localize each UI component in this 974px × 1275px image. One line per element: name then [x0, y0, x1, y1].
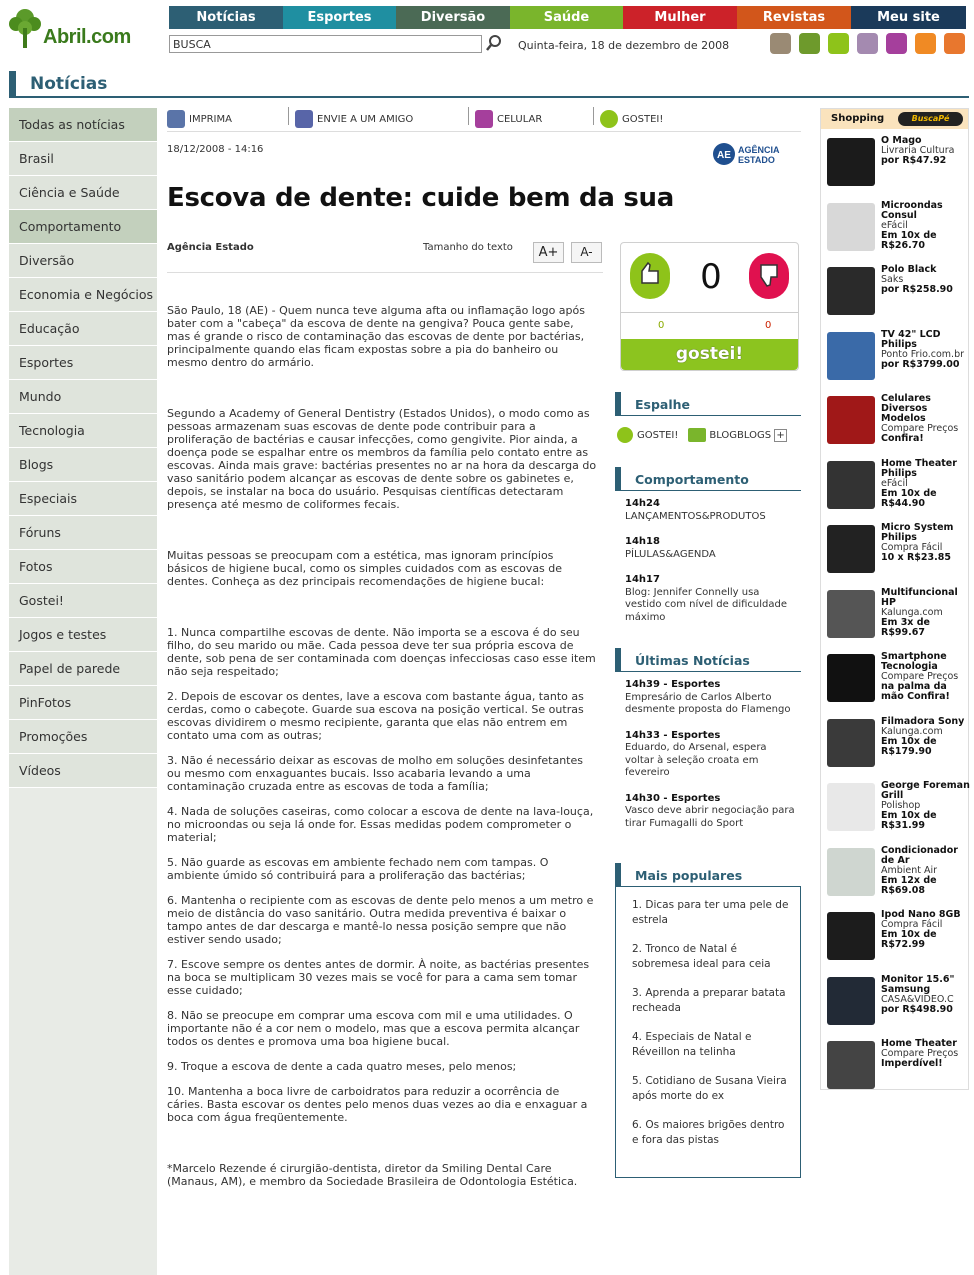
- product-price: Imperdível!: [881, 1058, 943, 1069]
- product-info: [881, 717, 971, 757]
- expand-button[interactable]: +: [774, 429, 787, 442]
- product-store: Compare Preços: [881, 671, 959, 682]
- product-price: Em 10x de R$72.99: [881, 929, 937, 950]
- product-info: [881, 781, 971, 831]
- printer-icon: [167, 110, 185, 128]
- print-button[interactable]: [167, 107, 282, 131]
- product-image[interactable]: [827, 203, 875, 251]
- product-price: por R$258.90: [881, 284, 953, 295]
- vote-total: 0: [700, 257, 722, 297]
- buscape-logo[interactable]: BuscaPé: [898, 112, 963, 126]
- text-size-label: Tamanho do texto: [423, 242, 513, 253]
- article-datetime: 18/12/2008 - 14:16: [167, 144, 264, 155]
- article-byline: Agência Estado: [167, 242, 254, 253]
- section-title: Notícias: [30, 74, 108, 94]
- news-headline[interactable]: Eduardo, do Arsenal, espera voltar à seleção croata em fevereiro: [625, 742, 767, 778]
- print-label: IMPRIMA: [189, 113, 232, 125]
- vote-widget: [620, 242, 799, 371]
- chat-icon[interactable]: [857, 33, 878, 54]
- gostei-icon[interactable]: [828, 33, 849, 54]
- product-image[interactable]: [827, 1041, 875, 1089]
- news-item[interactable]: [625, 730, 795, 780]
- topnav-esportes[interactable]: Esportes: [283, 6, 396, 29]
- article-paragraph: 4. Nada de soluções caseiras, como colocar a escova de dente na lava-louça, no microondas ou seja lá onde for. Essas medidas podem comprometer o material;: [167, 805, 594, 844]
- product-name[interactable]: Home Theater: [881, 1038, 957, 1049]
- sidebar-item-18[interactable]: Promoções: [9, 720, 157, 754]
- product-image[interactable]: [827, 461, 875, 509]
- sidebar-item-4[interactable]: Diversão: [9, 244, 157, 278]
- product-store: Compra Fácil: [881, 542, 943, 553]
- news-headline[interactable]: Blog: Jennifer Connelly usa vestido com nível de dificuldade máximo: [625, 586, 787, 623]
- product-name[interactable]: O Mago: [881, 135, 922, 146]
- product-store: CASA&VIDEO.C: [881, 993, 954, 1005]
- vote-up-count: 0: [658, 320, 665, 331]
- popular-marker: [615, 863, 621, 887]
- product-store: Compare Preços: [881, 1048, 959, 1059]
- product-item[interactable]: [827, 975, 969, 1037]
- product-name[interactable]: Ipod Nano 8GB: [881, 909, 961, 920]
- product-store: Kalunga.com: [881, 606, 943, 618]
- popular-item[interactable]: 4. Especiais de Natal e Réveillon na telinha: [632, 1031, 752, 1058]
- popular-title: Mais populares: [635, 868, 743, 883]
- product-name[interactable]: Celulares Diversos Modelos: [881, 393, 931, 424]
- product-item[interactable]: [827, 136, 969, 198]
- product-info: [881, 265, 971, 295]
- product-info: [881, 201, 971, 251]
- sidebar-item-2[interactable]: Ciência e Saúde: [9, 176, 157, 210]
- section-marker: [9, 71, 16, 98]
- espalhe-title: Espalhe: [635, 397, 691, 412]
- popular-item[interactable]: 2. Tronco de Natal é sobremesa ideal para ceia: [632, 943, 771, 970]
- email-label: ENVIE A UM AMIGO: [317, 113, 414, 125]
- gostei-button[interactable]: [600, 107, 700, 131]
- product-name[interactable]: Condicionador de Ar: [881, 844, 958, 866]
- product-image[interactable]: [827, 525, 875, 573]
- sidebar-item-12[interactable]: Fóruns: [9, 516, 157, 550]
- product-info: [881, 330, 971, 370]
- product-price: 10 x R$23.85: [881, 552, 951, 563]
- product-price: na palma da mão Confira!: [881, 681, 950, 702]
- email-friend-button[interactable]: [295, 107, 462, 131]
- topnav-noticias[interactable]: Notícias: [169, 6, 283, 29]
- shopping-sidebar: [820, 108, 969, 1090]
- thumbs-up-icon[interactable]: [630, 253, 670, 299]
- toolbar-divider: [468, 107, 469, 125]
- search-icon[interactable]: [485, 34, 503, 52]
- news-time: 14h18: [625, 536, 660, 547]
- toolbar-divider: [593, 107, 594, 125]
- gostei-icon: [600, 110, 618, 128]
- article-paragraph: 3. Não é necessário deixar as escovas de molho em soluções desinfetantes ou mesmo com enxaguantes bucais. Isso acabaria levando a uma contaminação cruzada entre as escovas de toda a família;: [167, 754, 583, 793]
- product-price: Em 10x de R$179.90: [881, 735, 937, 757]
- ultimas-marker: [615, 648, 621, 672]
- shopping-header: [821, 109, 968, 129]
- espalhe-marker: [615, 392, 621, 416]
- news-headline[interactable]: Empresário de Carlos Alberto desmente proposta do Flamengo: [625, 691, 791, 715]
- news-headline[interactable]: LANÇAMENTOS&PRODUTOS: [625, 510, 766, 522]
- product-item[interactable]: [827, 846, 969, 908]
- espalhe-links: [617, 427, 787, 443]
- ae-logo-line2: ESTADO: [738, 155, 775, 165]
- ultimas-header: [615, 648, 801, 672]
- news-headline[interactable]: PÍLULAS&AGENDA: [625, 548, 716, 560]
- comportamento-title: Comportamento: [635, 472, 749, 487]
- top-navigation: [169, 6, 966, 29]
- product-item[interactable]: [827, 652, 969, 714]
- ae-badge-text: AE: [717, 150, 731, 161]
- product-item[interactable]: [827, 588, 969, 650]
- product-store: Ambient Air: [881, 864, 938, 876]
- gostei-label: GOSTEI!: [622, 113, 664, 125]
- product-item[interactable]: [827, 201, 969, 263]
- section-header: [9, 71, 969, 98]
- decrease-text-button[interactable]: A-: [571, 242, 602, 263]
- topnav-saude[interactable]: Saúde: [510, 6, 623, 29]
- product-store: Compra Fácil: [881, 919, 943, 930]
- article-title: Escova de dente: cuide bem da sua: [167, 183, 674, 213]
- sidebar-item-15[interactable]: Jogos e testes: [9, 618, 157, 652]
- mobile-label: CELULAR: [497, 113, 543, 125]
- product-image[interactable]: [827, 719, 875, 767]
- product-image[interactable]: [827, 977, 875, 1025]
- product-item[interactable]: [827, 330, 969, 392]
- news-time: 14h24: [625, 498, 660, 509]
- article-paragraph: 6. Mantenha o recipiente com as escovas de dente pelo menos a um metro e meio de distância do vaso sanitário. Outra medida preventiva é baixar o tampo antes de dar descarga e mantê-lo nessa posição sempre que não estiver sendo usado;: [167, 894, 594, 946]
- article-body: [167, 304, 597, 1188]
- mobile-button[interactable]: [475, 107, 587, 131]
- product-name[interactable]: George Foreman Grill: [881, 780, 970, 801]
- article-paragraph: 8. Não se preocupe em comprar uma escova com mil e uma utilidades. O importante não é a cor nem o modelo, mas que a escova permita alcançar todos os dentes e promova uma boa higiene bucal.: [167, 1009, 580, 1048]
- sidebar-item-8[interactable]: Mundo: [9, 380, 157, 414]
- sidebar-item-0[interactable]: Todas as notícias: [9, 108, 157, 142]
- article-toolbar: [167, 107, 801, 132]
- product-price: Em 10x de R$26.70: [881, 229, 937, 251]
- news-time: 14h30 - Esportes: [625, 792, 721, 804]
- topnav-diversao[interactable]: Diversão: [396, 6, 510, 29]
- popular-header: [615, 863, 801, 887]
- product-image[interactable]: [827, 267, 875, 315]
- byline-divider: [167, 272, 603, 273]
- gostei-vote-button[interactable]: gostei!: [621, 339, 798, 370]
- popular-item[interactable]: 1. Dicas para ter uma pele de estrela: [632, 899, 789, 926]
- news-item[interactable]: [625, 574, 795, 624]
- sidebar-item-6[interactable]: Educação: [9, 312, 157, 346]
- sidebar-item-3[interactable]: Comportamento: [9, 210, 157, 244]
- product-store: Ponto Frio.com.br: [881, 348, 965, 360]
- news-item[interactable]: [625, 498, 795, 523]
- product-name[interactable]: Home Theater Philips: [881, 457, 957, 479]
- product-price: Em 12x de R$69.08: [881, 874, 937, 896]
- news-item[interactable]: [625, 536, 795, 561]
- product-image[interactable]: [827, 590, 875, 638]
- top-icons: [770, 33, 965, 54]
- article-paragraph: São Paulo, 18 (AE) - Quem nunca teve alguma afta ou inflamação logo após bater com a "cabeça" da escova de dente na gengiva? Pouca gente sabe, mas é grande o risco de contaminação das escovas de dente por bactérias, principalmente quando elas ficam expostas sobre a pia do banheiro ou mesmo dentro do armário.: [167, 304, 585, 369]
- product-name[interactable]: Multifuncional HP: [881, 586, 958, 608]
- product-store: eFácil: [881, 219, 908, 231]
- article-paragraph: Segundo a Academy of General Dentistry (Estados Unidos), o modo como as pessoas armazenam suas escovas de dente pode contribuir para a proliferação de bactérias e causar infecções, como gengivite. Pior ainda, a doença pode se espalhar entre os membros da família pelo contato entre as escovas. Ainda mais grave: bactérias presentes no ar na hora da descarga do vaso sanitário podem alcançar as escovas de dente sobre os gabinetes e, depois, se instalar na boca do usuário. Pesquisas científicas detectaram presença até mesmo de coliformes fecais.: [167, 407, 597, 511]
- blogblogs-icon: [688, 428, 706, 442]
- thumbs-down-icon[interactable]: [749, 253, 789, 299]
- product-price: por R$498.90: [881, 1003, 953, 1015]
- home-icon[interactable]: [944, 33, 965, 54]
- news-time: 14h17: [625, 574, 660, 585]
- popular-box: [615, 886, 801, 1178]
- agencia-estado-logo: [713, 141, 793, 167]
- news-headline[interactable]: Vasco deve abrir negociação para tirar Fumagalli do Sport: [625, 805, 795, 829]
- product-info: [881, 975, 971, 1015]
- product-info: [881, 652, 971, 702]
- topnav-revistas[interactable]: Revistas: [737, 6, 851, 29]
- article-paragraph: 1. Nunca compartilhe escovas de dente. Não importa se a escova é do seu filho, do seu marido ou mãe. Cada pessoa deve ter sua própria escova de dente, sob pena de ser contaminada com doenças infecciosas caso esse item não seja respeitado;: [167, 626, 596, 678]
- sidebar-item-9[interactable]: Tecnologia: [9, 414, 157, 448]
- ae-logo-line1: AGÊNCIA: [738, 145, 780, 155]
- sidebar-item-1[interactable]: Brasil: [9, 142, 157, 176]
- product-item[interactable]: [827, 523, 969, 585]
- product-info: [881, 523, 971, 563]
- product-info: [881, 394, 971, 444]
- product-item[interactable]: [827, 717, 969, 779]
- product-store: Polishop: [881, 800, 921, 811]
- product-name[interactable]: Polo Black: [881, 264, 937, 275]
- left-sidebar: [9, 108, 157, 1275]
- product-info: [881, 136, 971, 166]
- product-image[interactable]: [827, 783, 875, 831]
- vote-down-count: 0: [765, 320, 772, 331]
- product-name[interactable]: Filmadora Sony: [881, 715, 965, 727]
- ultimas-title: Últimas Notícias: [635, 653, 750, 668]
- ultimas-list: [625, 679, 795, 843]
- product-store: eFácil: [881, 477, 908, 489]
- product-image[interactable]: [827, 848, 875, 896]
- sidebar-item-5[interactable]: Economia e Negócios: [9, 278, 157, 312]
- rss-icon[interactable]: [915, 33, 936, 54]
- product-store: Saks: [881, 274, 904, 285]
- product-item[interactable]: [827, 459, 969, 521]
- sidebar-item-13[interactable]: Fotos: [9, 550, 157, 584]
- product-name[interactable]: Microondas Consul: [881, 199, 943, 221]
- article-paragraph: Muitas pessoas se preocupam com a estética, mas ignoram princípios básicos de higiene bucal, como os simples cuidados com as escovas de dentes. Conheça as dez principais recomendações de higiene bucal:: [167, 549, 563, 588]
- popular-item[interactable]: 3. Aprenda a preparar batata recheada: [632, 987, 786, 1014]
- product-item[interactable]: [827, 781, 969, 843]
- product-image[interactable]: [827, 912, 875, 960]
- increase-text-button[interactable]: A+: [533, 242, 564, 263]
- news-item[interactable]: [625, 793, 795, 831]
- product-name[interactable]: Micro System Philips: [881, 522, 954, 543]
- product-store: Kalunga.com: [881, 725, 943, 737]
- article-paragraph: *Marcelo Rezende é cirurgião-dentista, diretor da Smiling Dental Care (Manaus, AM), e membro da Sociedade Brasileira de Odontologia Estética.: [167, 1162, 578, 1188]
- vote-divider: [621, 312, 798, 313]
- logo-text: Abril.com: [43, 26, 131, 48]
- topnav-mulher[interactable]: Mulher: [623, 6, 737, 29]
- product-price: Em 10x de R$44.90: [881, 487, 937, 509]
- product-price: por R$3799.00: [881, 358, 960, 370]
- article-paragraph: 9. Troque a escova de dente a cada quatro meses, pelo menos;: [167, 1060, 517, 1073]
- product-name[interactable]: Smartphone Tecnologia: [881, 651, 947, 672]
- article-paragraph: 10. Mantenha a boca livre de carboidratos para reduzir a ocorrência de cáries. Basta escovar os dentes pelo menos duas vezes ao dia e enxaguar a boca com água freqüentemente.: [167, 1085, 588, 1124]
- espalhe-blogblogs-link[interactable]: BLOGBLOGS: [709, 429, 772, 441]
- product-store: Livraria Cultura: [881, 145, 955, 156]
- espalhe-header: [615, 392, 801, 416]
- product-price: Confira!: [881, 433, 924, 444]
- profile-icon[interactable]: [770, 33, 791, 54]
- article-paragraph: 2. Depois de escovar os dentes, lave a escova com bastante água, tanto as cerdas, como o cabeçote. Guarde sua escova na posição vertical. Se outras escovas dividirem o mesmo recipiente, garanta que elas não entrem em contato uma com as outras;: [167, 690, 584, 742]
- product-name[interactable]: Monitor 15.6" Samsung: [881, 973, 955, 995]
- product-info: [881, 459, 971, 509]
- product-image[interactable]: [827, 396, 875, 444]
- sidebar-item-17[interactable]: PinFotos: [9, 686, 157, 720]
- popular-item[interactable]: 5. Cotidiano de Susana Vieira após morte do ex: [632, 1075, 787, 1102]
- product-name[interactable]: TV 42" LCD Philips: [881, 328, 941, 350]
- shopping-title: Shopping: [831, 113, 885, 124]
- mobile-phone-icon: [475, 110, 493, 128]
- product-store: Compare Preços: [881, 423, 959, 434]
- news-time: 14h39 - Esportes: [625, 679, 721, 690]
- product-info: [881, 846, 971, 896]
- product-image[interactable]: [827, 654, 875, 702]
- sidebar-item-16[interactable]: Papel de parede: [9, 652, 157, 686]
- current-date: Quinta-feira, 18 de dezembro de 2008: [518, 39, 730, 52]
- product-image[interactable]: [827, 332, 875, 380]
- product-info: [881, 910, 971, 950]
- product-image[interactable]: [827, 138, 875, 186]
- espalhe-gostei-link[interactable]: GOSTEI!: [637, 429, 679, 441]
- search-input[interactable]: [169, 35, 482, 53]
- envelope-icon: [295, 110, 313, 128]
- product-item[interactable]: [827, 265, 969, 327]
- gostei-icon: [617, 427, 633, 443]
- topnav-meu-site[interactable]: Meu site: [851, 6, 966, 29]
- tree-icon: [8, 6, 42, 50]
- comportamento-header: [615, 467, 801, 491]
- news-item[interactable]: [625, 679, 795, 717]
- mobile-icon[interactable]: [886, 33, 907, 54]
- popular-list: [616, 886, 800, 1147]
- comportamento-list: [625, 498, 795, 637]
- sidebar-item-10[interactable]: Blogs: [9, 448, 157, 482]
- mail-icon[interactable]: [799, 33, 820, 54]
- abril-logo[interactable]: [8, 6, 158, 52]
- product-info: [881, 1039, 971, 1069]
- sidebar-item-7[interactable]: Esportes: [9, 346, 157, 380]
- toolbar-divider: [288, 107, 289, 125]
- news-time: 14h33 - Esportes: [625, 729, 721, 741]
- product-price: Em 3x de R$99.67: [881, 616, 930, 638]
- sidebar-item-19[interactable]: Vídeos: [9, 754, 157, 788]
- comportamento-marker: [615, 467, 621, 491]
- product-item[interactable]: [827, 394, 969, 456]
- product-price: por R$47.92: [881, 155, 947, 166]
- sidebar-item-11[interactable]: Especiais: [9, 482, 157, 516]
- article-paragraph: 7. Escove sempre os dentes antes de dormir. À noite, as bactérias presentes na boca se multiplicam 30 vezes mais se você for para a cama sem tomar esse cuidado;: [167, 958, 590, 997]
- product-info: [881, 588, 971, 638]
- product-price: Em 10x de R$31.99: [881, 810, 937, 831]
- product-item[interactable]: [827, 1039, 969, 1101]
- sidebar-item-14[interactable]: Gostei!: [9, 584, 157, 618]
- article-paragraph: 5. Não guarde as escovas em ambiente fechado nem com tampas. O ambiente úmido só contribuirá para a proliferação das bactérias;: [167, 856, 549, 882]
- popular-item[interactable]: 6. Os maiores brigões dentro e fora das pistas: [632, 1119, 785, 1146]
- product-item[interactable]: [827, 910, 969, 972]
